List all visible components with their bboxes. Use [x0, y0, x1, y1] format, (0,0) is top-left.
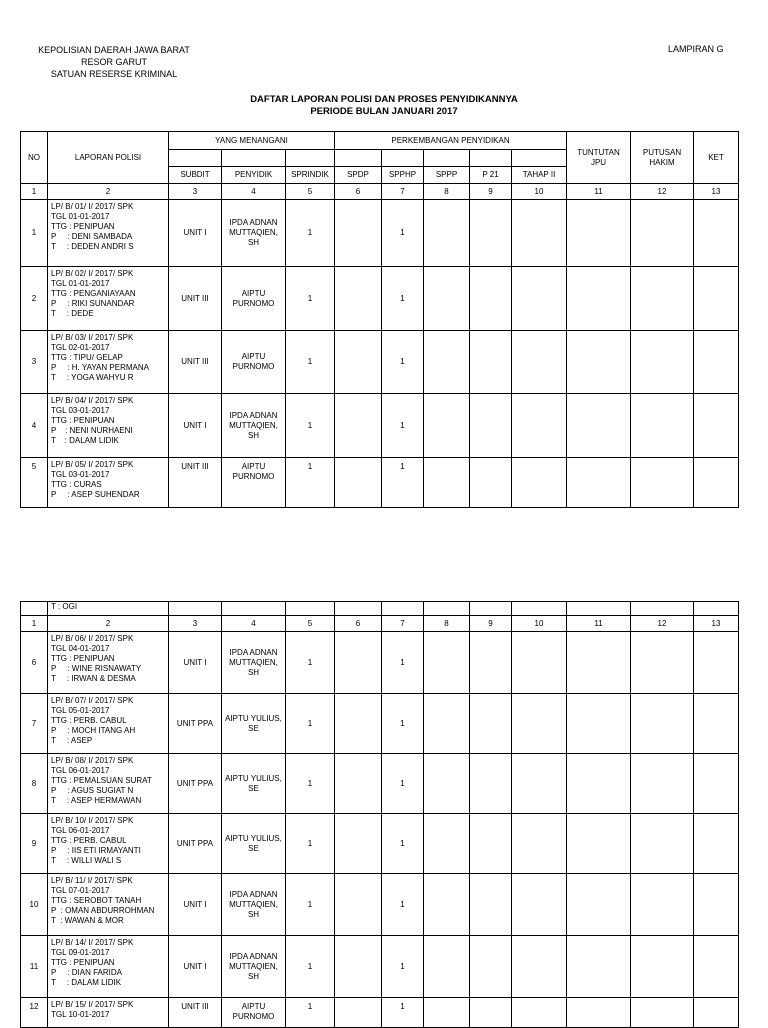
cell-laporan-polisi: [48, 814, 169, 874]
cell-laporan-polisi: [48, 874, 169, 936]
cell-subdit: UNIT I: [169, 874, 222, 936]
cell-ket: [694, 874, 739, 936]
laporan-line: P : AGUS SUGIAT N: [51, 786, 134, 795]
cell-spdp: [335, 394, 382, 458]
cell-spphp: 1: [382, 267, 424, 331]
cell-putusan: [631, 694, 694, 754]
cell-no: 3: [21, 331, 48, 394]
laporan-line: T : WAWAN & MOR: [51, 916, 124, 925]
column-number-row: [21, 616, 739, 632]
cell-sppp: [424, 200, 470, 267]
continuation-text: T : OGI: [48, 602, 169, 616]
header-tuntutan-jpu: TUNTUTAN JPU: [567, 132, 631, 184]
cell-sprindik: 1: [286, 632, 335, 694]
cell-penyidik: IPDA ADNAN MUTTAQIEN, SH: [222, 632, 286, 694]
column-number-row: [21, 184, 739, 200]
column-number: 8: [424, 184, 470, 200]
header-perkembangan-penyidikan: PERKEMBANGAN PENYIDIKAN: [335, 132, 567, 150]
cell-tuntutan: [567, 331, 631, 394]
cell-no: 8: [21, 754, 48, 814]
laporan-line: T : DALAM LIDIK: [51, 978, 122, 987]
header-laporan-polisi: LAPORAN POLISI: [48, 132, 169, 184]
cell-sppp: [424, 267, 470, 331]
laporan-line: TTG : PENIPUAN: [51, 958, 115, 967]
column-number: 2: [48, 184, 169, 200]
cell-spphp: 1: [382, 331, 424, 394]
cell-sprindik: 1: [286, 998, 335, 1028]
column-number: 8: [424, 616, 470, 632]
laporan-line: T : DALAM LIDIK: [51, 436, 119, 445]
laporan-line: LP/ B/ 01/ I/ 2017/ SPK: [51, 202, 134, 211]
laporan-line: T : IRWAN & DESMA: [51, 674, 136, 683]
cell-putusan: [631, 936, 694, 998]
cell-no: 6: [21, 632, 48, 694]
cell-subdit: UNIT III: [169, 267, 222, 331]
cell-putusan: [631, 267, 694, 331]
cell-tahap2: [512, 200, 567, 267]
cell-p21: [470, 936, 512, 998]
cell-tahap2: [512, 331, 567, 394]
header-penyidik: PENYIDIK: [222, 167, 286, 184]
cell-sprindik: 1: [286, 936, 335, 998]
table-row: [21, 874, 739, 936]
laporan-line: LP/ B/ 10/ I/ 2017/ SPK: [51, 816, 134, 825]
cell-laporan-polisi: [48, 936, 169, 998]
cell-ket: [694, 394, 739, 458]
cell-no: 1: [21, 200, 48, 267]
cell-spphp: 1: [382, 754, 424, 814]
cell-laporan-polisi: [48, 394, 169, 458]
cell-laporan-polisi: [48, 632, 169, 694]
laporan-line: T : DEDEN ANDRI S: [51, 242, 134, 251]
laporan-line: TTG : PENIPUAN: [51, 654, 115, 663]
laporan-line: TTG : PENIPUAN: [51, 222, 115, 231]
cell-no: 9: [21, 814, 48, 874]
laporan-line: TTG : CURAS: [51, 480, 102, 489]
cell-ket: [694, 632, 739, 694]
agency-header: [30, 44, 198, 80]
cell-spphp: 1: [382, 814, 424, 874]
cell-penyidik: IPDA ADNAN MUTTAQIEN, SH: [222, 394, 286, 458]
column-number: 4: [222, 616, 286, 632]
laporan-line: P : IIS ETI IRMAYANTI: [51, 846, 141, 855]
cell-spdp: [335, 874, 382, 936]
cell-sprindik: 1: [286, 200, 335, 267]
cell-tahap2: [512, 458, 567, 508]
laporan-line: TGL 03-01-2017: [51, 406, 110, 415]
cell-tahap2: [512, 694, 567, 754]
cell-no: 10: [21, 874, 48, 936]
cell-spdp: [335, 694, 382, 754]
cell-p21: [470, 694, 512, 754]
cell-penyidik: AIPTU PURNOMO: [222, 331, 286, 394]
cell-sprindik: 1: [286, 394, 335, 458]
cell-sppp: [424, 694, 470, 754]
cell-penyidik: AIPTU PURNOMO: [222, 998, 286, 1028]
laporan-line: TTG : PERB. CABUL: [51, 716, 127, 725]
table-row: [21, 394, 739, 458]
column-number: 2: [48, 616, 169, 632]
header-sprindik: SPRINDIK: [286, 167, 335, 184]
laporan-line: P : MOCH ITANG AH: [51, 726, 136, 735]
cell-ket: [694, 754, 739, 814]
table-row: [21, 754, 739, 814]
laporan-line: LP/ B/ 11/ I/ 2017/ SPK: [51, 876, 133, 885]
report-table-part-2: [20, 601, 739, 1028]
column-number: 12: [631, 616, 694, 632]
cell-putusan: [631, 331, 694, 394]
column-number: 3: [169, 184, 222, 200]
table-row: [21, 632, 739, 694]
laporan-line: TGL 04-01-2017: [51, 644, 110, 653]
cell-tuntutan: [567, 998, 631, 1028]
laporan-line: TGL 02-01-2017: [51, 343, 110, 352]
cell-no: 4: [21, 394, 48, 458]
column-number: 1: [21, 184, 48, 200]
laporan-line: TGL 01-01-2017: [51, 212, 110, 221]
laporan-line: LP/ B/ 15/ I/ 2017/ SPK: [51, 1000, 134, 1009]
cell-penyidik: AIPTU YULIUS, SE: [222, 694, 286, 754]
laporan-line: TTG : PENIPUAN: [51, 416, 115, 425]
document-title: DAFTAR LAPORAN POLISI DAN PROSES PENYIDIKANNYA: [250, 94, 518, 105]
cell-sppp: [424, 874, 470, 936]
column-number: 7: [382, 184, 424, 200]
table-row: [21, 814, 739, 874]
laporan-line: P : RIKI SUNANDAR: [51, 299, 135, 308]
cell-laporan-polisi: [48, 694, 169, 754]
cell-ket: [694, 200, 739, 267]
cell-penyidik: AIPTU PURNOMO: [222, 267, 286, 331]
cell-tuntutan: [567, 267, 631, 331]
cell-subdit: UNIT III: [169, 331, 222, 394]
column-number: 6: [335, 184, 382, 200]
cell-subdit: UNIT I: [169, 632, 222, 694]
cell-tuntutan: [567, 694, 631, 754]
cell-ket: [694, 458, 739, 508]
cell-spdp: [335, 998, 382, 1028]
cell-tuntutan: [567, 936, 631, 998]
cell-spphp: 1: [382, 874, 424, 936]
laporan-line: P : ASEP SUHENDAR: [51, 490, 140, 499]
column-number: 5: [286, 184, 335, 200]
cell-penyidik: IPDA ADNAN MUTTAQIEN, SH: [222, 874, 286, 936]
cell-tahap2: [512, 814, 567, 874]
cell-tahap2: [512, 874, 567, 936]
cell-tuntutan: [567, 200, 631, 267]
cell-ket: [694, 814, 739, 874]
cell-p21: [470, 632, 512, 694]
header-ket: KET: [694, 132, 739, 184]
cell-subdit: UNIT I: [169, 936, 222, 998]
laporan-line: TGL 01-01-2017: [51, 279, 110, 288]
column-number: 13: [694, 616, 739, 632]
column-number: 12: [631, 184, 694, 200]
cell-sprindik: 1: [286, 874, 335, 936]
cell-sprindik: 1: [286, 458, 335, 508]
cell-subdit: UNIT I: [169, 394, 222, 458]
cell-laporan-polisi: [48, 267, 169, 331]
cell-tahap2: [512, 754, 567, 814]
laporan-line: P : WINE RISNAWATY: [51, 664, 142, 673]
cell-tuntutan: [567, 632, 631, 694]
laporan-line: P : NENI NURHAENI: [51, 426, 133, 435]
cell-sprindik: 1: [286, 267, 335, 331]
cell-tahap2: [512, 394, 567, 458]
cell-subdit: UNIT PPA: [169, 814, 222, 874]
cell-spphp: 1: [382, 998, 424, 1028]
column-number: 11: [567, 616, 631, 632]
cell-p21: [470, 754, 512, 814]
laporan-line: T : DEDE: [51, 309, 94, 318]
header-tahap-ii: TAHAP II: [512, 167, 567, 184]
laporan-line: TTG : PEMALSUAN SURAT: [51, 776, 152, 785]
cell-putusan: [631, 814, 694, 874]
cell-p21: [470, 394, 512, 458]
cell-spphp: 1: [382, 694, 424, 754]
cell-putusan: [631, 874, 694, 936]
laporan-line: LP/ B/ 07/ I/ 2017/ SPK: [51, 696, 134, 705]
cell-subdit: UNIT PPA: [169, 694, 222, 754]
cell-no: 2: [21, 267, 48, 331]
laporan-line: TGL 09-01-2017: [51, 948, 110, 957]
table-row: [21, 267, 739, 331]
cell-penyidik: AIPTU YULIUS, SE: [222, 814, 286, 874]
cell-ket: [694, 694, 739, 754]
column-number: 5: [286, 616, 335, 632]
laporan-line: LP/ B/ 04/ I/ 2017/ SPK: [51, 396, 134, 405]
cell-spdp: [335, 814, 382, 874]
header-p21: P 21: [470, 167, 512, 184]
laporan-line: T : WILLI WALI S: [51, 856, 122, 865]
cell-subdit: UNIT III: [169, 458, 222, 508]
cell-p21: [470, 458, 512, 508]
laporan-line: T : YOGA WAHYU R: [51, 373, 134, 382]
laporan-line: TGL 10-01-2017: [51, 1010, 110, 1019]
cell-putusan: [631, 394, 694, 458]
laporan-line: LP/ B/ 02/ I/ 2017/ SPK: [51, 269, 134, 278]
table-row: [21, 458, 739, 508]
cell-no: 11: [21, 936, 48, 998]
cell-no: 7: [21, 694, 48, 754]
agency-line-1: KEPOLISIAN DAERAH JAWA BARAT: [38, 45, 190, 55]
cell-spdp: [335, 632, 382, 694]
cell-putusan: [631, 200, 694, 267]
cell-sppp: [424, 331, 470, 394]
laporan-line: TGL 06-01-2017: [51, 826, 110, 835]
cell-spdp: [335, 936, 382, 998]
cell-laporan-polisi: [48, 200, 169, 267]
cell-spphp: 1: [382, 632, 424, 694]
cell-spdp: [335, 458, 382, 508]
cell-sppp: [424, 458, 470, 508]
header-spdp: SPDP: [335, 167, 382, 184]
cell-sppp: [424, 936, 470, 998]
laporan-line: TTG : PENGANIAYAAN: [51, 289, 136, 298]
column-number: 11: [567, 184, 631, 200]
agency-line-2: RESOR GARUT: [80, 57, 147, 67]
cell-subdit: UNIT I: [169, 200, 222, 267]
laporan-line: TGL 06-01-2017: [51, 766, 110, 775]
table-row: [21, 331, 739, 394]
column-number: 6: [335, 616, 382, 632]
cell-tuntutan: [567, 394, 631, 458]
cell-tuntutan: [567, 874, 631, 936]
cell-p21: [470, 331, 512, 394]
cell-sppp: [424, 754, 470, 814]
laporan-line: TTG : SEROBOT TANAH: [51, 896, 142, 905]
cell-laporan-polisi: [48, 754, 169, 814]
cell-spphp: 1: [382, 936, 424, 998]
column-number: 10: [512, 184, 567, 200]
cell-subdit: UNIT PPA: [169, 754, 222, 814]
cell-sppp: [424, 394, 470, 458]
cell-p21: [470, 814, 512, 874]
cell-penyidik: AIPTU PURNOMO: [222, 458, 286, 508]
cell-laporan-polisi: [48, 998, 169, 1028]
table-row: [21, 936, 739, 998]
laporan-line: LP/ B/ 08/ I/ 2017/ SPK: [51, 756, 134, 765]
cell-sprindik: 1: [286, 814, 335, 874]
cell-tahap2: [512, 267, 567, 331]
cell-spdp: [335, 331, 382, 394]
header-sppp: SPPP: [424, 167, 470, 184]
cell-spdp: [335, 267, 382, 331]
column-number: 3: [169, 616, 222, 632]
laporan-line: P : DIAN FARIDA: [51, 968, 122, 977]
laporan-line: P : H. YAYAN PERMANA: [51, 363, 149, 372]
cell-spdp: [335, 200, 382, 267]
laporan-line: TGL 03-01-2017: [51, 470, 110, 479]
laporan-line: P : DENI SAMBADA: [51, 232, 133, 241]
cell-spphp: 1: [382, 394, 424, 458]
header-spphp: SPPHP: [382, 167, 424, 184]
report-table-part-1: [20, 131, 739, 508]
attachment-label: LAMPIRAN G: [668, 44, 724, 54]
laporan-line: TTG : PERB. CABUL: [51, 836, 127, 845]
column-number: 13: [694, 184, 739, 200]
cell-laporan-polisi: [48, 458, 169, 508]
cell-p21: [470, 200, 512, 267]
cell-sppp: [424, 814, 470, 874]
cell-no: 12: [21, 998, 48, 1028]
laporan-line: P : OMAN ABDURROHMAN: [51, 906, 155, 915]
header-putusan-hakim: PUTUSAN HAKIM: [631, 132, 694, 184]
laporan-line: TGL 05-01-2017: [51, 706, 110, 715]
cell-putusan: [631, 458, 694, 508]
cell-tuntutan: [567, 458, 631, 508]
column-number: 7: [382, 616, 424, 632]
cell-ket: [694, 267, 739, 331]
cell-p21: [470, 267, 512, 331]
cell-ket: [694, 936, 739, 998]
cell-p21: [470, 874, 512, 936]
cell-sprindik: 1: [286, 694, 335, 754]
cell-tahap2: [512, 998, 567, 1028]
cell-sprindik: 1: [286, 331, 335, 394]
cell-tahap2: [512, 632, 567, 694]
column-number: 9: [470, 616, 512, 632]
cell-spdp: [335, 754, 382, 814]
laporan-line: LP/ B/ 03/ I/ 2017/ SPK: [51, 333, 134, 342]
table-row: [21, 694, 739, 754]
laporan-line: TTG : TIPU/ GELAP: [51, 353, 123, 362]
cell-putusan: [631, 754, 694, 814]
cell-no: 5: [21, 458, 48, 508]
cell-spphp: 1: [382, 458, 424, 508]
cell-putusan: [631, 998, 694, 1028]
cell-sppp: [424, 632, 470, 694]
cell-penyidik: IPDA ADNAN MUTTAQIEN, SH: [222, 200, 286, 267]
cell-penyidik: AIPTU YULIUS, SE: [222, 754, 286, 814]
laporan-line: LP/ B/ 05/ I/ 2017/ SPK: [51, 460, 134, 469]
table-row: [21, 200, 739, 267]
continuation-row: [21, 602, 739, 616]
laporan-line: LP/ B/ 14/ I/ 2017/ SPK: [51, 938, 134, 947]
cell-ket: [694, 998, 739, 1028]
laporan-line: T : ASEP: [51, 736, 93, 745]
laporan-line: T : ASEP HERMAWAN: [51, 796, 142, 805]
cell-subdit: UNIT III: [169, 998, 222, 1028]
agency-line-3: SATUAN RESERSE KRIMINAL: [50, 69, 178, 79]
header-yang-menangani: YANG MENANGANI: [169, 132, 335, 150]
column-number: 1: [21, 616, 48, 632]
cell-tahap2: [512, 936, 567, 998]
laporan-line: LP/ B/ 06/ I/ 2017/ SPK: [51, 634, 134, 643]
cell-penyidik: IPDA ADNAN MUTTAQIEN, SH: [222, 936, 286, 998]
column-number: 10: [512, 616, 567, 632]
cell-sppp: [424, 998, 470, 1028]
laporan-line: TGL 07-01-2017: [51, 886, 110, 895]
header-no: NO: [21, 132, 48, 184]
cell-spphp: 1: [382, 200, 424, 267]
cell-p21: [470, 998, 512, 1028]
cell-tuntutan: [567, 754, 631, 814]
table-row: [21, 998, 739, 1028]
column-number: 4: [222, 184, 286, 200]
cell-putusan: [631, 632, 694, 694]
cell-laporan-polisi: [48, 331, 169, 394]
header-subdit: SUBDIT: [169, 167, 222, 184]
cell-ket: [694, 331, 739, 394]
column-number: 9: [470, 184, 512, 200]
cell-sprindik: 1: [286, 754, 335, 814]
document-period: PERIODE BULAN JANUARI 2017: [310, 106, 458, 117]
cell-tuntutan: [567, 814, 631, 874]
